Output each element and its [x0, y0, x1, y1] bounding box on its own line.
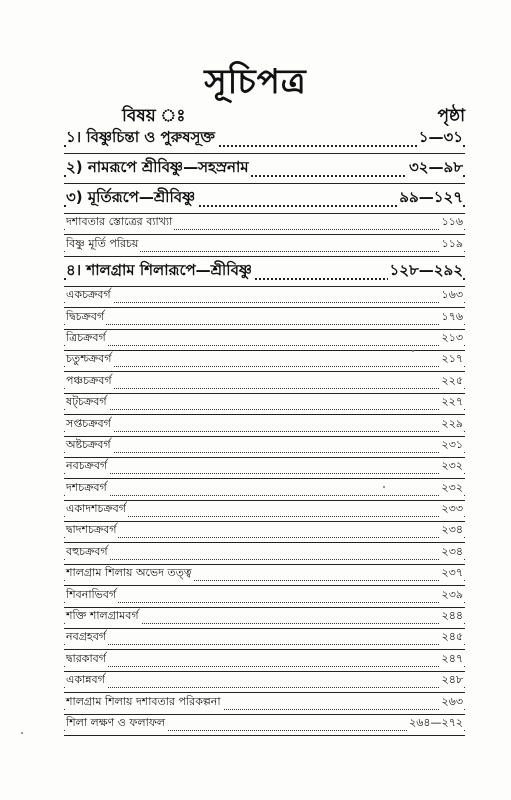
toc-entry-label: দশাবতার স্তোত্রের ব্যাখ্যা	[66, 214, 174, 232]
toc-row	[64, 394, 465, 415]
toc-entry-label: দ্বারকাবর্গ	[66, 650, 108, 668]
toc-row	[64, 629, 465, 650]
toc-entry-page: ৩২—৯৮	[407, 156, 463, 181]
toc-row	[64, 672, 465, 693]
dot-leader	[64, 495, 465, 496]
toc-entry-page: ২১৭	[440, 351, 463, 369]
toc-row	[64, 308, 465, 329]
toc-entry-page: ১১৬	[440, 214, 463, 232]
toc-row	[64, 372, 465, 393]
toc-row	[64, 693, 465, 714]
toc-entry-page: ২৩৪	[440, 522, 463, 540]
toc-row	[64, 184, 465, 214]
toc-row	[64, 501, 465, 522]
dot-leader	[64, 345, 465, 346]
toc-entry-label: শালগ্রাম শিলায় অভেদ তত্ত্ব	[66, 565, 194, 583]
toc-row	[64, 650, 465, 671]
toc-entry-page: ২৪৪	[440, 608, 463, 626]
toc-entry-page: ২৬৩	[440, 693, 463, 711]
paper-speck	[21, 732, 23, 734]
dot-leader	[64, 388, 465, 389]
toc-row	[64, 715, 465, 736]
toc-entry-page: ২২৯	[440, 415, 463, 433]
toc-entry-label: শক্তি শালগ্রামবর্গ	[66, 608, 141, 626]
dot-leader	[64, 324, 465, 325]
toc-entry-page: ১৭৬	[440, 308, 463, 326]
dot-leader	[64, 473, 465, 474]
toc-row	[64, 154, 465, 184]
toc-row	[64, 415, 465, 436]
toc-row	[64, 214, 465, 235]
paper-speck	[412, 350, 414, 352]
toc-row	[64, 437, 465, 458]
toc-entry-page: ১১৯	[440, 235, 463, 253]
toc-entry-page: ২৩৭	[440, 565, 463, 583]
toc-entry-page: ২১৩	[440, 330, 463, 348]
toc-row	[64, 565, 465, 586]
dot-leader	[64, 366, 465, 367]
toc-entry-label: বহুচক্রবর্গ	[66, 543, 110, 561]
dot-leader	[64, 409, 465, 410]
toc-entry-page: ১২৮—২৯২	[388, 259, 463, 284]
toc-entry-label: দশচক্রবর্গ	[66, 479, 109, 497]
toc-entry-page: ৯৯—১২৭	[397, 186, 463, 211]
dot-leader	[64, 559, 465, 560]
toc-entry-label: ২) নামরূপে শ্রীবিষ্ণু—সহস্রনাম	[66, 156, 251, 181]
dot-leader	[64, 537, 465, 538]
toc-entry-page: ২৪৫	[440, 629, 463, 647]
dot-leader	[64, 602, 465, 603]
toc-entry-label: দ্বিচক্রবর্গ	[66, 308, 106, 326]
dot-leader	[64, 431, 465, 432]
toc-entry-page: ১—৩১	[417, 126, 463, 151]
toc-entry-page: ২৪৮	[440, 672, 463, 690]
toc-entry-page: ২৬৪—২৭২	[407, 715, 463, 733]
toc-row	[64, 608, 465, 629]
toc-entry-page: ১৬৩	[440, 287, 463, 305]
toc-entry-page: ২৩১	[440, 437, 463, 455]
toc-row	[64, 543, 465, 564]
toc-row	[64, 458, 465, 479]
toc-entry-label: পঞ্চচক্রবর্গ	[66, 372, 114, 390]
toc-entry-label: শালগ্রাম শিলায় দশাবতার পরিকল্পনা	[66, 693, 223, 711]
toc-entry-page: ২৩৪	[440, 543, 463, 561]
page-title: সূচিপত্র	[204, 62, 307, 102]
toc-entry-page: ২২৭	[440, 394, 463, 412]
toc-entry-page: ২৩৯	[440, 586, 463, 604]
toc-entry-page: ২২৫	[440, 372, 463, 390]
toc-row	[64, 522, 465, 543]
table-of-contents	[64, 124, 465, 736]
toc-entry-label: ১। বিষ্ণুচিন্তা ও পুরুষসূক্ত	[66, 126, 217, 151]
toc-row	[64, 235, 465, 256]
toc-entry-page: ২৪৭	[440, 650, 463, 668]
toc-entry-label: একান্নবর্গ	[66, 672, 107, 690]
dot-leader	[64, 302, 465, 303]
toc-row	[64, 124, 465, 154]
toc-entry-label: নবগ্রহবর্গ	[66, 629, 108, 647]
toc-entry-label: শিলা লক্ষণ ও ফলাফল	[66, 715, 167, 733]
toc-entry-page: ২৩২	[440, 458, 463, 476]
toc-entry-label: ত্রিচক্রবর্গ	[66, 330, 108, 348]
toc-entry-label: অষ্টচক্রবর্গ	[66, 437, 113, 455]
toc-row	[64, 330, 465, 351]
dot-leader	[64, 644, 465, 645]
toc-entry-label: সপ্তচক্রবর্গ	[66, 415, 113, 433]
toc-row	[64, 287, 465, 308]
dot-leader	[64, 452, 465, 453]
toc-entry-label: ৪। শালগ্রাম শিলারূপে—শ্রীবিষ্ণু	[66, 259, 254, 284]
toc-entry-label: একাদশচক্রবর্গ	[66, 501, 128, 519]
dot-leader	[64, 666, 465, 667]
toc-entry-label: ৩) মূর্তিরূপে—শ্রীবিষ্ণু	[66, 186, 197, 211]
toc-entry-label: নবচক্রবর্গ	[66, 458, 109, 476]
toc-entry-label: বিষ্ণু মূর্তি পরিচয়	[66, 235, 140, 253]
column-header-subject: বিষয় ঃ	[122, 106, 186, 126]
dot-leader	[64, 687, 465, 688]
paper-speck	[383, 486, 385, 488]
toc-entry-label: দ্বাদশচক্রবর্গ	[66, 522, 118, 540]
toc-entry-label: ষট্চক্রবর্গ	[66, 394, 109, 412]
toc-row	[64, 257, 465, 287]
column-header-page: পৃষ্ঠা	[437, 106, 465, 126]
toc-row	[64, 586, 465, 607]
toc-row	[64, 351, 465, 372]
toc-entry-label: একচক্রবর্গ	[66, 287, 113, 305]
toc-entry-label: চতুশ্চক্রবর্গ	[66, 351, 113, 369]
toc-entry-page: ২৩২	[440, 479, 463, 497]
toc-row	[64, 479, 465, 500]
toc-entry-label: শিবনাভিবর্গ	[66, 586, 118, 604]
toc-entry-page: ২৩৩	[440, 501, 463, 519]
